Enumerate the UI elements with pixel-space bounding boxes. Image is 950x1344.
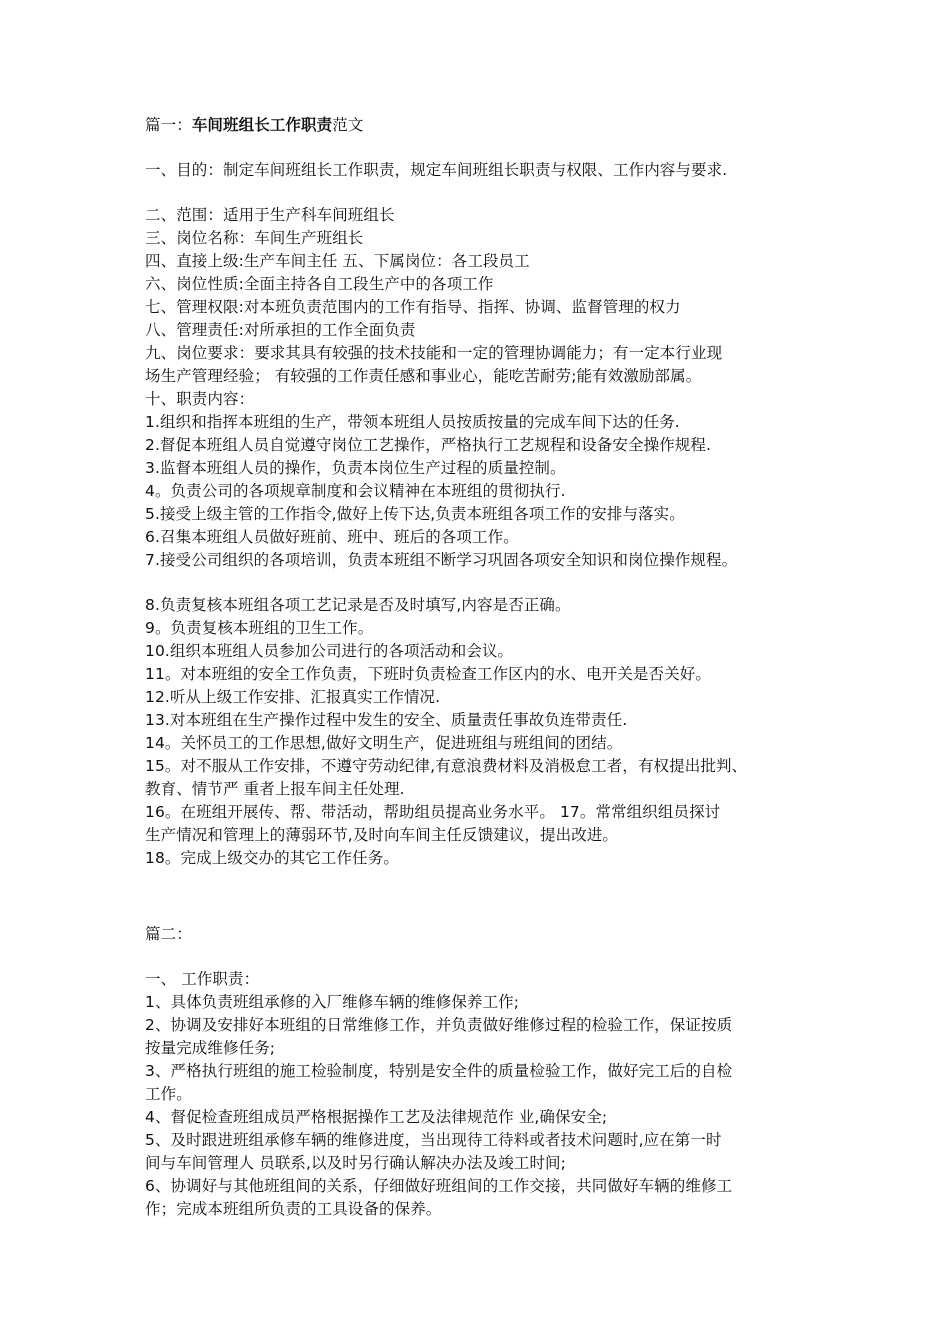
text-line: 6.召集本班组人员做好班前、班中、班后的各项工作。 <box>145 528 519 546</box>
part1-section-b <box>145 594 825 870</box>
title-bold: 车间班组长工作职责 <box>191 116 333 134</box>
text-line: 场生产管理经验； 有较强的工作责任感和事业心，能吃苦耐劳;能有效激励部属。 <box>145 367 702 385</box>
spacer <box>145 182 825 204</box>
text-line: 工作。 <box>145 1085 192 1103</box>
text-line: 3.监督本班组人员的操作，负责本岗位生产过程的质量控制。 <box>145 459 566 477</box>
text-line: 一、 工作职责： <box>145 970 260 988</box>
text-line: 6、协调好与其他班组间的关系，仔细做好班组间的工作交接，共同做好车辆的维修工 <box>145 1177 733 1195</box>
text-line: 作；完成本班组所负责的工具设备的保养。 <box>145 1200 442 1218</box>
text-line: 12.听从上级工作安排、汇报真实工作情况. <box>145 688 441 706</box>
text-line: 三、岗位名称：车间生产班组长 <box>145 229 364 247</box>
text-line: 七、管理权限:对本班负责范围内的工作有指导、指挥、协调、监督管理的权力 <box>145 298 681 316</box>
document-page <box>145 114 825 1221</box>
spacer <box>145 946 825 968</box>
part1-section-a <box>145 204 825 572</box>
text-line: 7.接受公司组织的各项培训，负责本班组不断学习巩固各项安全知识和岗位操作规程。 <box>145 551 738 569</box>
text-line: 八、管理责任:对所承担的工作全面负责 <box>145 321 416 339</box>
text-line: 5、及时跟进班组承修车辆的维修进度，当出现待工待料或者技术问题时,应在第一时 <box>145 1131 722 1149</box>
text-line: 14。关怀员工的工作思想,做好文明生产，促进班组与班组间的团结。 <box>145 734 623 752</box>
text-line: 16。在班组开展传、帮、带活动，帮助组员提高业务水平。 17。常常组织组员探讨 <box>145 803 721 821</box>
title-prefix: 篇一： <box>145 116 192 134</box>
text-line: 10.组织本班组人员参加公司进行的各项活动和会议。 <box>145 642 514 660</box>
part2-heading: 篇二： <box>145 925 192 943</box>
text-line: 2.督促本班组人员自觉遵守岗位工艺操作，严格执行工艺规程和设备安全操作规程. <box>145 436 712 454</box>
title-suffix: 范文 <box>332 116 364 134</box>
text-line: 十、职责内容： <box>145 390 255 408</box>
text-line: 3、严格执行班组的施工检验制度，特别是安全件的质量检验工作，做好完工后的自检 <box>145 1062 733 1080</box>
text-line: 按量完成维修任务; <box>145 1039 276 1057</box>
text-line: 11。对本班组的安全工作负责，下班时负责检查工作区内的水、电开关是否关好。 <box>145 665 711 683</box>
text-line: 15。对不服从工作安排，不遵守劳动纪律,有意浪费材料及消极怠工者，有权提出批判、 <box>145 757 748 775</box>
text-line: 4。负责公司的各项规章制度和会议精神在本班组的贯彻执行. <box>145 482 566 500</box>
text-line: 二、范围：适用于生产科车间班组长 <box>145 206 395 224</box>
spacer <box>145 901 825 923</box>
text-line: 8.负责复核本班组各项工艺记录是否及时填写,内容是否正确。 <box>145 596 571 614</box>
part2-section <box>145 968 825 1221</box>
text-line: 1、具体负责班组承修的入厂维修车辆的维修保养工作; <box>145 993 520 1011</box>
text-line: 2、协调及安排好本班组的日常维修工作，并负责做好维修过程的检验工作，保证按质 <box>145 1016 733 1034</box>
text-line: 1.组织和指挥本班组的生产，带领本班组人员按质按量的完成车间下达的任务. <box>145 413 680 431</box>
text-line: 间与车间管理人 员联系,以及时另行确认解决办法及竣工时间; <box>145 1154 566 1172</box>
text-line: 9。负责复核本班组的卫生工作。 <box>145 619 374 637</box>
text-line: 13.对本班组在生产操作过程中发生的安全、质量责任事故负连带责任. <box>145 711 628 729</box>
purpose-line: 一、目的：制定车间班组长工作职责，规定车间班组长职责与权限、工作内容与要求. <box>145 161 728 179</box>
spacer <box>145 572 825 594</box>
text-line: 生产情况和管理上的薄弱环节,及时向车间主任反馈建议，提出改进。 <box>145 826 619 844</box>
document-title <box>145 114 825 137</box>
spacer <box>145 137 825 159</box>
text-line: 九、岗位要求：要求其具有较强的技术技能和一定的管理协调能力；有一定本行业现 <box>145 344 723 362</box>
text-line: 18。完成上级交办的其它工作任务。 <box>145 849 399 867</box>
text-line: 教育、情节严 重者上报车间主任处理. <box>145 780 405 798</box>
text-line: 六、岗位性质:全面主持各自工段生产中的各项工作 <box>145 275 494 293</box>
text-line: 四、直接上级:生产车间主任 五、下属岗位：各工段员工 <box>145 252 530 270</box>
text-line: 4、督促检查班组成员严格根据操作工艺及法律规范作 业,确保安全; <box>145 1108 608 1126</box>
text-line: 5.接受上级主管的工作指令,做好上传下达,负责本班组各项工作的安排与落实。 <box>145 505 685 523</box>
